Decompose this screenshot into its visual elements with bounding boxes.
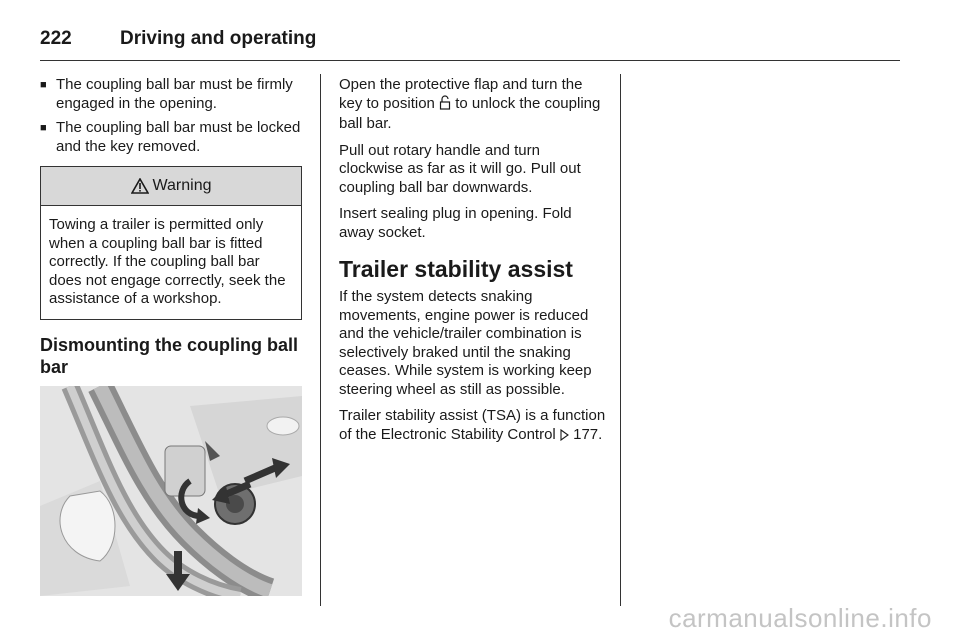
list-item [40,119,306,156]
warning-text: Towing a trailer is permitted only when a coupling ball bar is fitted correctly. If the coupling ball bar does not engage correctly, seek the assistance of a workshop. [49,216,286,307]
tsa-text: Trailer stability assist (TSA) is a function of the Electronic Stability Control [339,407,606,443]
page-number: 222 [40,28,72,49]
page-ref-arrow-icon [560,428,569,447]
warning-triangle-icon [131,178,149,194]
bullet-icon: ■ [40,79,47,91]
warning-title: Warning [152,176,212,194]
left-column [40,76,306,596]
footer-brand-watermark: carmanualsonline.info [668,603,932,633]
heading-trailer-stability-assist: Trailer stability assist [339,256,573,282]
paragraph-unlock [339,76,607,134]
column-divider-2 [620,74,621,606]
list-item [40,76,306,113]
paragraph-sealing-plug: Insert sealing plug in opening. Fold away socket. [339,205,572,241]
warning-header [41,167,301,206]
subheading-dismounting: Dismounting the coupling ball bar [40,334,298,377]
bullet-list [40,76,306,156]
right-column [339,76,607,454]
bullet-icon: ■ [40,122,47,134]
section-title: Driving and operating [120,28,317,49]
column-divider-1 [320,74,321,606]
page-header [40,18,900,61]
paragraph-snaking: If the system detects snaking movements, engine power is reduced and the vehicle/trailer combination is selectively braked until the snaking ceases. While system is working keep steering wheel as still as possible. [339,288,592,398]
bullet-text: The coupling ball bar must be locked and the key removed. [56,119,301,155]
unlock-padlock-icon [439,95,451,116]
unlock-text-end: to unlock the coupling ball bar. [339,94,601,132]
paragraph-rotary-handle: Pull out rotary handle and turn clockwise as far as it will go. Pull out coupling ball bar downwards. [339,141,581,196]
bullet-text: The coupling ball bar must be firmly engaged in the opening. [56,76,293,112]
unlock-text-start: Open the protective flap and turn the key to position [339,76,583,112]
warning-box [40,166,302,320]
paragraph-tsa [339,407,607,446]
coupling-ball-bar-illustration [40,386,302,596]
page-ref-link[interactable]: 177. [573,425,603,443]
